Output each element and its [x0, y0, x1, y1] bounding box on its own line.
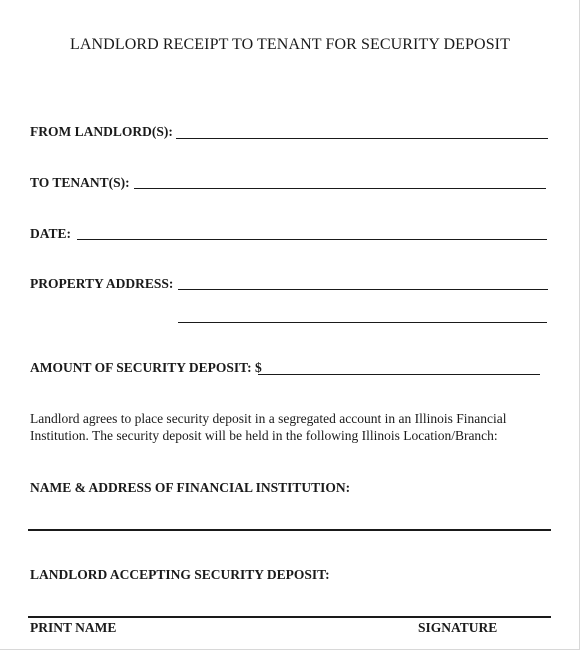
institution-label: NAME & ADDRESS OF FINANCIAL INSTITUTION: — [30, 480, 351, 495]
from-landlord-field[interactable] — [176, 138, 548, 139]
landlord-accepting-label: LANDLORD ACCEPTING SECURITY DEPOSIT: — [30, 567, 330, 582]
to-tenant-label: TO TENANT(S): — [30, 175, 130, 190]
landlord-signature-field[interactable] — [28, 616, 551, 618]
property-address-field-1[interactable] — [178, 289, 548, 290]
property-address-field-2[interactable] — [178, 322, 547, 323]
date-label: DATE: — [30, 226, 72, 241]
deposit-paragraph: Landlord agrees to place security deposit in a segregated account in an Illinois Financial Institution. The security deposit will be held in the following Illinois Location/Branch: — [30, 411, 507, 443]
signature-label: SIGNATURE — [418, 620, 498, 635]
date-field[interactable] — [77, 239, 547, 240]
amount-label: AMOUNT OF SECURITY DEPOSIT: $ — [30, 360, 262, 375]
print-name-label: PRINT NAME — [30, 620, 117, 635]
amount-field[interactable] — [258, 374, 540, 375]
property-address-label: PROPERTY ADDRESS: — [30, 276, 174, 291]
document-title: LANDLORD RECEIPT TO TENANT FOR SECURITY DEPOSIT — [70, 36, 510, 53]
from-landlord-label: FROM LANDLORD(S): — [30, 124, 173, 139]
to-tenant-field[interactable] — [134, 188, 546, 189]
institution-field[interactable] — [28, 529, 551, 531]
